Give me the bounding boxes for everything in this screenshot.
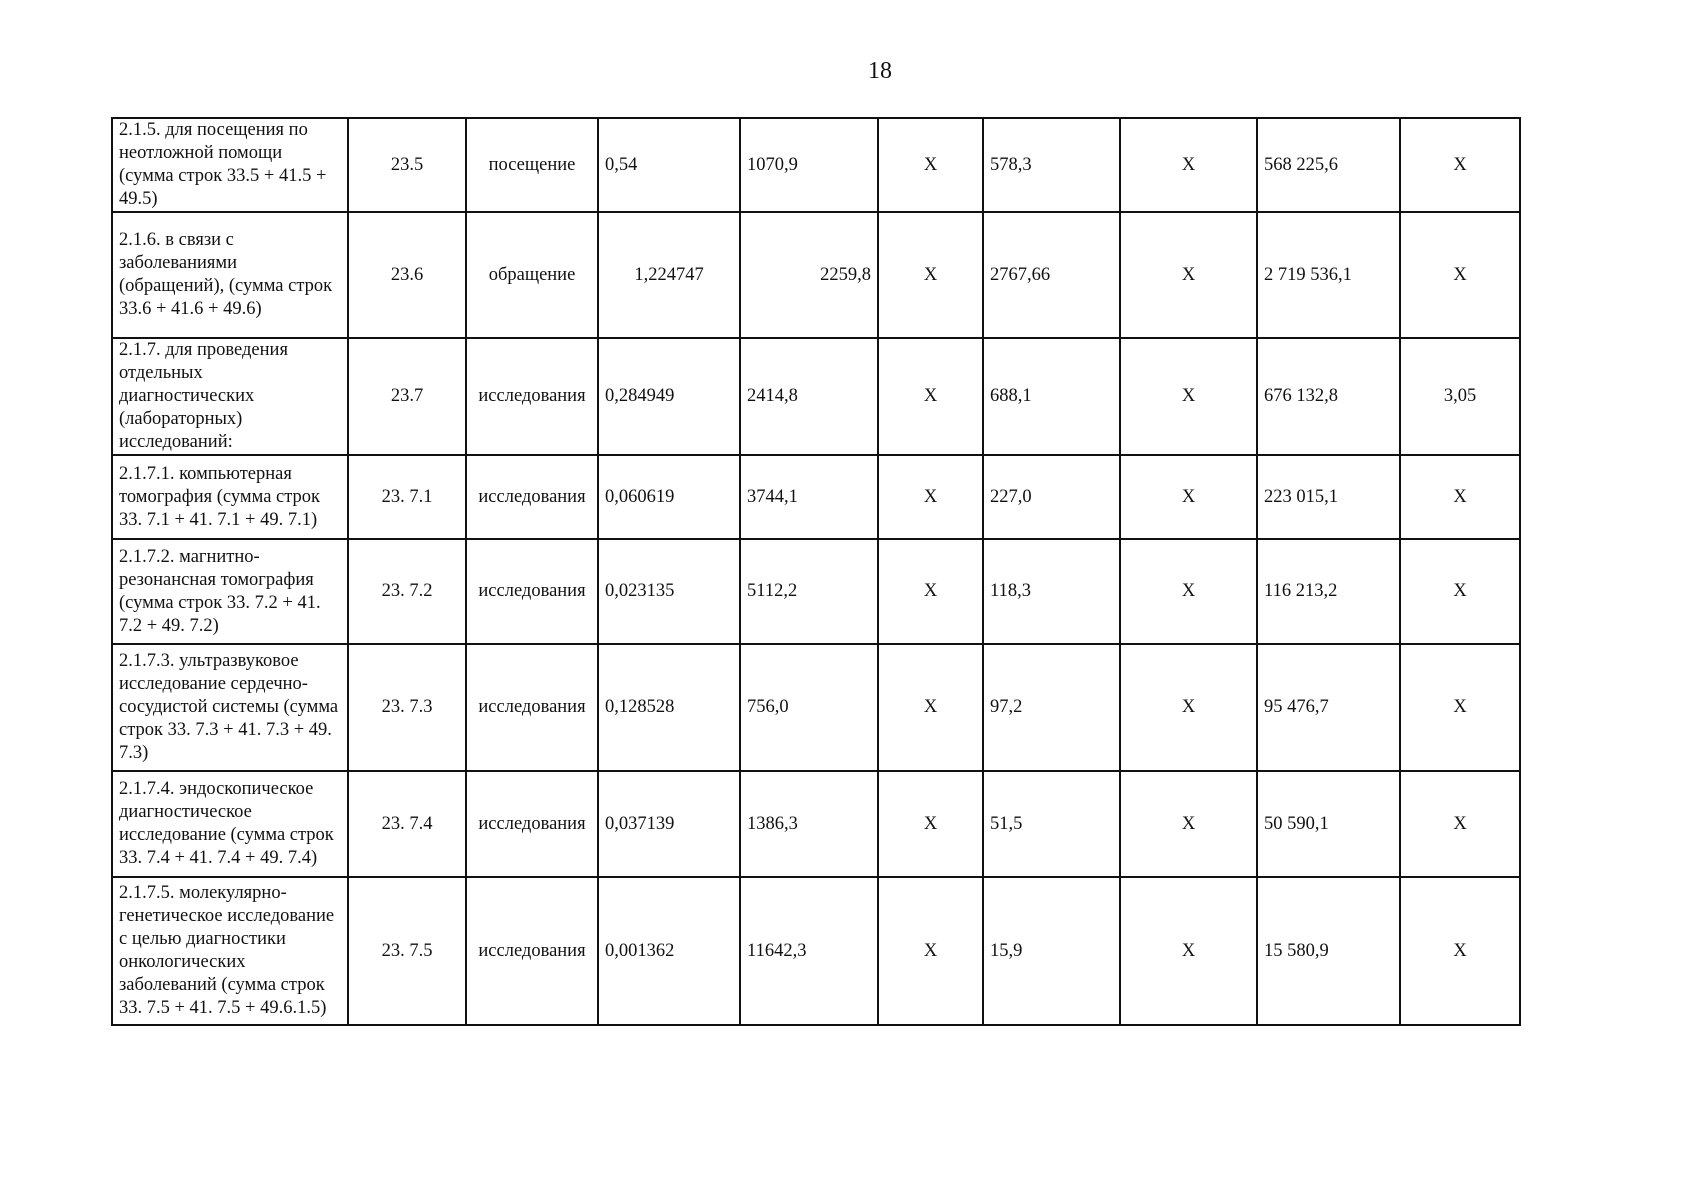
table-row — [112, 539, 1520, 644]
row-x1: X — [878, 455, 983, 539]
row-unit: исследования — [466, 455, 598, 539]
row-name: 2.1.7.2. магнитно-резонансная томография (сумма строк 33. 7.2 + 41. 7.2 + 49. 7.2) — [112, 539, 348, 644]
row-unit: посещение — [466, 118, 598, 212]
row-per-capita: 15,9 — [983, 877, 1120, 1025]
row-code: 23. 7.2 — [348, 539, 466, 644]
row-x1: X — [878, 118, 983, 212]
row-last: X — [1400, 539, 1520, 644]
row-unit: исследования — [466, 771, 598, 877]
row-x1: X — [878, 212, 983, 338]
row-cost: 2414,8 — [740, 338, 878, 455]
row-per-capita: 51,5 — [983, 771, 1120, 877]
row-total: 15 580,9 — [1257, 877, 1400, 1025]
row-total: 223 015,1 — [1257, 455, 1400, 539]
table-row — [112, 118, 1520, 212]
table-row — [112, 212, 1520, 338]
row-total: 2 719 536,1 — [1257, 212, 1400, 338]
row-unit: обращение — [466, 212, 598, 338]
row-total: 676 132,8 — [1257, 338, 1400, 455]
table-row — [112, 644, 1520, 771]
row-x1: X — [878, 539, 983, 644]
row-x2: X — [1120, 455, 1257, 539]
row-per-capita: 118,3 — [983, 539, 1120, 644]
row-rate: 0,001362 — [598, 877, 740, 1025]
row-x1: X — [878, 338, 983, 455]
row-per-capita: 2767,66 — [983, 212, 1120, 338]
row-total: 95 476,7 — [1257, 644, 1400, 771]
row-cost: 756,0 — [740, 644, 878, 771]
row-cost: 5112,2 — [740, 539, 878, 644]
row-cost: 3744,1 — [740, 455, 878, 539]
row-rate: 0,54 — [598, 118, 740, 212]
row-last: X — [1400, 118, 1520, 212]
row-last: X — [1400, 644, 1520, 771]
row-name: 2.1.6. в связи с заболеваниями (обращений), (сумма строк 33.6 + 41.6 + 49.6) — [112, 212, 348, 338]
row-name: 2.1.5. для посещения по неотложной помощи (сумма строк 33.5 + 41.5 + 49.5) — [112, 118, 348, 212]
row-name: 2.1.7.3. ультразвуковое исследование сердечно-сосудистой системы (сумма строк 33. 7.3 + 41. 7.3 + 49. 7.3) — [112, 644, 348, 771]
row-unit: исследования — [466, 338, 598, 455]
data-table — [111, 117, 1521, 1026]
row-last: X — [1400, 877, 1520, 1025]
row-name: 2.1.7.4. эндоскопическое диагностическое исследование (сумма строк 33. 7.4 + 41. 7.4 + 49. 7.4) — [112, 771, 348, 877]
row-last: 3,05 — [1400, 338, 1520, 455]
row-last: X — [1400, 455, 1520, 539]
table-row — [112, 338, 1520, 455]
row-per-capita: 578,3 — [983, 118, 1120, 212]
row-cost: 1386,3 — [740, 771, 878, 877]
row-per-capita: 688,1 — [983, 338, 1120, 455]
row-cost: 2259,8 — [740, 212, 878, 338]
row-x2: X — [1120, 771, 1257, 877]
row-rate: 0,023135 — [598, 539, 740, 644]
row-unit: исследования — [466, 539, 598, 644]
row-rate: 0,037139 — [598, 771, 740, 877]
row-x1: X — [878, 771, 983, 877]
row-name: 2.1.7.1. компьютерная томография (сумма строк 33. 7.1 + 41. 7.1 + 49. 7.1) — [112, 455, 348, 539]
row-code: 23.6 — [348, 212, 466, 338]
row-code: 23. 7.5 — [348, 877, 466, 1025]
row-x2: X — [1120, 644, 1257, 771]
row-cost: 1070,9 — [740, 118, 878, 212]
row-name: 2.1.7.5. молекулярно-генетическое исследование с целью диагностики онкологических заболеваний (сумма строк 33. 7.5 + 41. 7.5 + 49.6.1.5) — [112, 877, 348, 1025]
row-name: 2.1.7. для проведения отдельных диагностических (лабораторных) исследований: — [112, 338, 348, 455]
row-x2: X — [1120, 877, 1257, 1025]
row-cost: 11642,3 — [740, 877, 878, 1025]
row-last: X — [1400, 771, 1520, 877]
row-x2: X — [1120, 539, 1257, 644]
row-per-capita: 97,2 — [983, 644, 1120, 771]
row-total: 50 590,1 — [1257, 771, 1400, 877]
row-x2: X — [1120, 212, 1257, 338]
row-unit: исследования — [466, 877, 598, 1025]
row-rate: 1,224747 — [598, 212, 740, 338]
row-code: 23. 7.3 — [348, 644, 466, 771]
row-total: 116 213,2 — [1257, 539, 1400, 644]
row-code: 23. 7.1 — [348, 455, 466, 539]
row-per-capita: 227,0 — [983, 455, 1120, 539]
row-total: 568 225,6 — [1257, 118, 1400, 212]
table-row — [112, 877, 1520, 1025]
row-unit: исследования — [466, 644, 598, 771]
row-rate: 0,284949 — [598, 338, 740, 455]
table-row — [112, 455, 1520, 539]
row-code: 23.7 — [348, 338, 466, 455]
row-rate: 0,128528 — [598, 644, 740, 771]
row-code: 23. 7.4 — [348, 771, 466, 877]
row-x1: X — [878, 644, 983, 771]
row-rate: 0,060619 — [598, 455, 740, 539]
row-last: X — [1400, 212, 1520, 338]
row-x1: X — [878, 877, 983, 1025]
table-body — [112, 118, 1520, 1025]
row-code: 23.5 — [348, 118, 466, 212]
table-row — [112, 771, 1520, 877]
row-x2: X — [1120, 338, 1257, 455]
page-number: 18 — [868, 58, 892, 84]
row-x2: X — [1120, 118, 1257, 212]
